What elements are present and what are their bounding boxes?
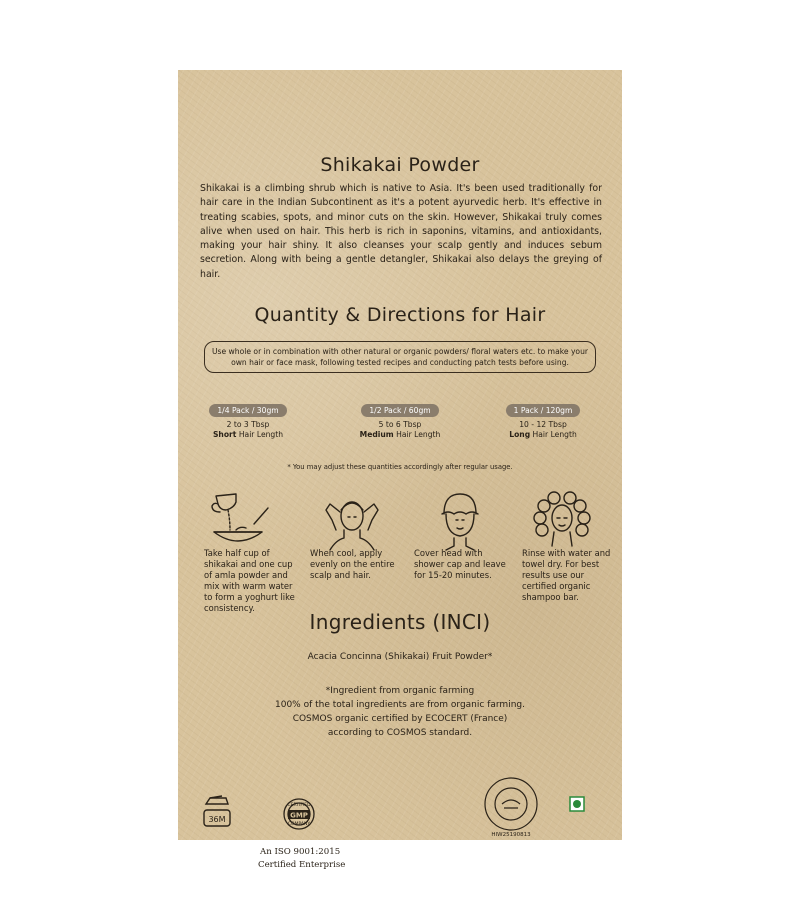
quantity-note: * You may adjust these quantities accordingly after regular usage.	[287, 463, 513, 471]
hair-length: Long Hair Length	[509, 430, 577, 439]
step-1-text: Take half cup of shikakai and one cup of amla powder and mix with warm water to form a yoghurt like consistency.	[204, 548, 295, 613]
ingredients-footnote: according to COSMOS standard.	[327, 728, 473, 738]
tbsp-amount: 5 to 6 Tbsp	[378, 420, 422, 429]
halal-india-seal	[474, 774, 548, 838]
apply-to-scalp-icon	[320, 490, 384, 552]
hair-length: Medium Hair Length	[359, 430, 441, 439]
shelf-life-text: 36M	[208, 815, 226, 824]
gmp-bottom-text: COMPANY	[287, 822, 311, 827]
ingredients-title: Ingredients (INCI)	[309, 610, 491, 634]
product-description: Shikakai is a climbing shrub which is native to Asia. It's been used traditionally for hair care in the Indian Subcontinent as it's a potent ayurvedic herb. It's effective in treating scabies, spots, and minor cuts on the skin. However, Shikakai truly comes alive when used on hair. This herb is rich in saponins, vitamins, and antioxidants, making your hair shiny. It also cleanses your scalp gently and induces sebum secretion. Along with being a gentle detangler, Shikakai also delays the greying of hair.	[200, 183, 602, 280]
mixing-bowl-icon	[206, 490, 270, 552]
hair-length: Short Hair Length	[212, 430, 284, 439]
pack-size-badge: 1/2 Pack / 60gm	[361, 404, 438, 417]
tbsp-amount: 10 - 12 Tbsp	[519, 420, 567, 429]
pack-size-badge: 1/4 Pack / 30gm	[209, 404, 286, 417]
ingredients-list: Acacia Concinna (Shikakai) Fruit Powder*	[307, 652, 493, 662]
product-label-panel	[178, 70, 622, 870]
step-2-text: When cool, apply evenly on the entire scalp and hair.	[310, 548, 395, 580]
iso-line-1: An ISO 9001:2015	[260, 847, 341, 857]
usage-instructions-box: Use whole or in combination with other natural or organic powders/ floral waters etc. to make your own hair or face mask, following tested recipes and conducting patch tests before using.	[204, 341, 596, 373]
ingredients-footnote: 100% of the total ingredients are from organic farming.	[275, 700, 525, 710]
directions-title: Quantity & Directions for Hair	[254, 304, 546, 326]
step-4-text: Rinse with water and towel dry. For best results use our certified organic shampoo bar.	[522, 548, 611, 602]
halal-code-text: HIW25190813	[491, 832, 531, 838]
ingredients-footnote: *Ingredient from organic farming	[325, 686, 475, 696]
gmp-certified-badge	[282, 794, 316, 838]
iso-line-2: Certified Enterprise	[258, 860, 346, 870]
gmp-top-text: CERTIFIED	[287, 803, 311, 808]
curly-hair-rinse-icon	[530, 490, 594, 552]
product-title: Shikakai Powder	[320, 154, 480, 176]
quantity-long	[483, 398, 603, 440]
gmp-label: GMP	[290, 811, 308, 820]
ingredients-footnote: COSMOS organic certified by ECOCERT (France)	[292, 714, 508, 724]
pack-size-badge: 1 Pack / 120gm	[506, 404, 581, 417]
shower-cap-icon	[428, 490, 492, 552]
tbsp-amount: 2 to 3 Tbsp	[226, 420, 270, 429]
quantity-short	[188, 398, 308, 440]
quantity-medium	[340, 398, 460, 440]
shelf-life-jar-icon	[202, 794, 232, 830]
vegetarian-mark-icon	[569, 796, 585, 812]
step-3-text: Cover head with shower cap and leave for 15-20 minutes.	[414, 548, 506, 580]
